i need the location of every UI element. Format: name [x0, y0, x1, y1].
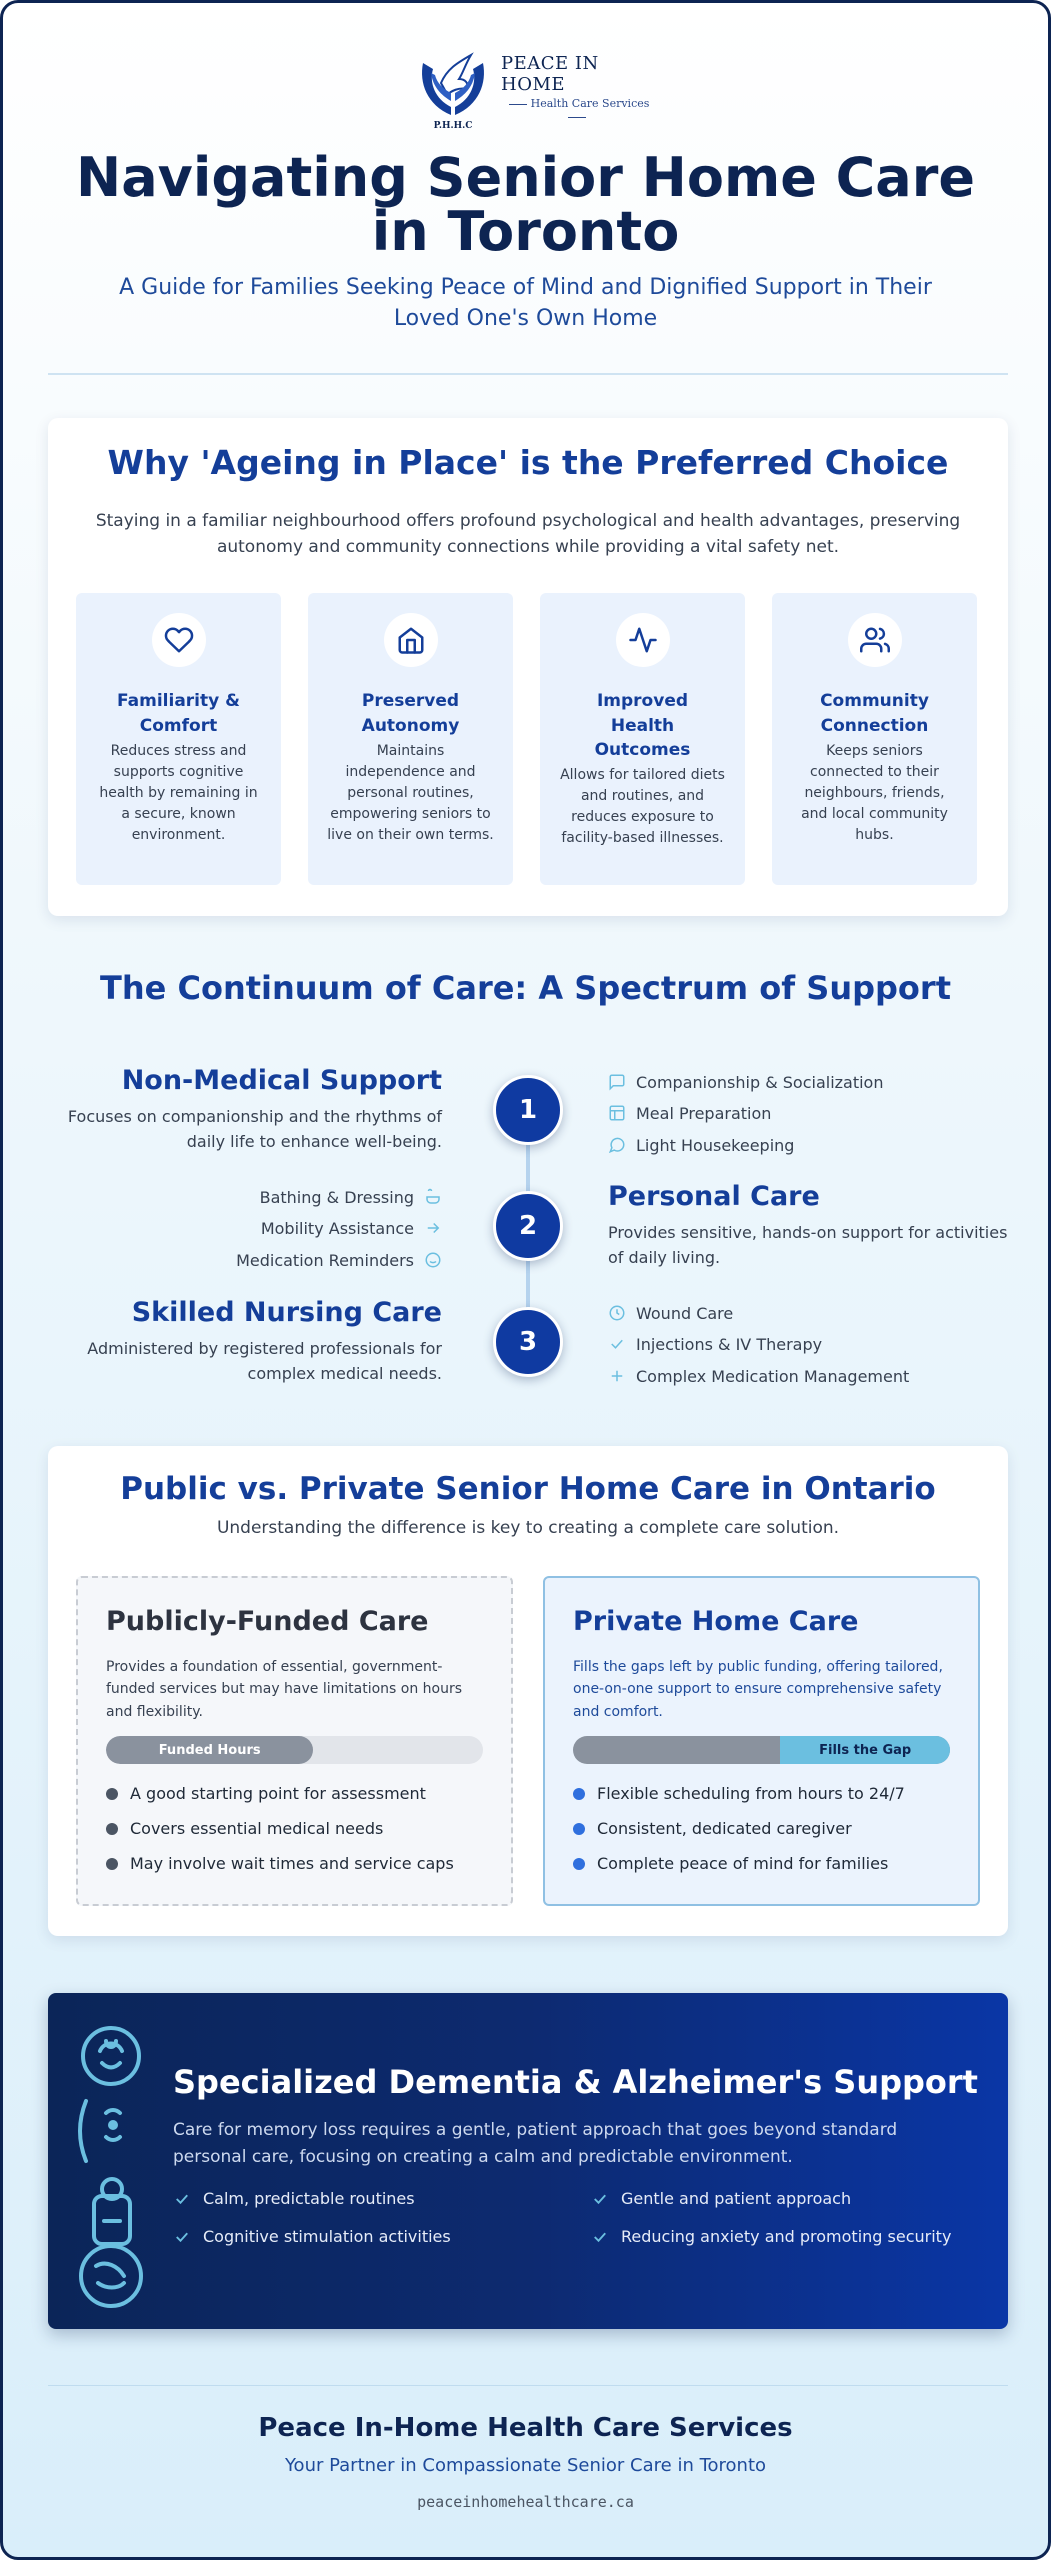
bullet-dot — [573, 1823, 585, 1835]
dementia-support-band — [48, 1993, 1008, 2329]
header-divider — [48, 373, 1008, 375]
heart-icon — [164, 625, 194, 655]
arrow-right-icon — [424, 1219, 442, 1237]
logo-hands-dove-icon — [413, 43, 493, 133]
public-bullet — [106, 1854, 454, 1873]
ageing-in-place-card — [48, 418, 1008, 916]
bullet-dot — [106, 1823, 118, 1835]
public-bullet — [106, 1784, 426, 1803]
step-1-badge: 1 — [493, 1075, 563, 1145]
brand-name: PEACE IN HOME — [501, 53, 599, 95]
check-icon — [591, 2190, 609, 2208]
comparison-subtitle: Understanding the difference is key to creating a complete care solution. — [216, 1518, 840, 1538]
dementia-point-text: Calm, predictable routines — [203, 2189, 415, 2208]
dementia-point — [591, 2227, 951, 2246]
private-gap-bar — [573, 1736, 950, 1764]
list-item — [608, 1365, 909, 1387]
bullet-dot — [106, 1788, 118, 1800]
footer-title: Peace In-Home Health Care Services — [258, 2413, 793, 2443]
public-care-box — [76, 1576, 513, 1906]
feature-title: Preserved Autonomy — [361, 691, 460, 736]
list-item-label: Meal Preparation — [636, 1103, 772, 1123]
public-bullet — [106, 1819, 383, 1838]
check-icon — [173, 2228, 191, 2246]
brand-tagline: Health Care Services — [501, 97, 653, 123]
feature-familiarity — [76, 593, 281, 885]
feature-text: Keeps seniors connected to their neighbours, friends, and local community hubs. — [801, 743, 948, 843]
pill-reminder-icon — [424, 1251, 442, 1269]
feature-health-outcomes — [540, 593, 745, 885]
bath-icon — [424, 1188, 442, 1206]
dementia-point — [591, 2189, 851, 2208]
public-bar-fill: Funded Hours — [106, 1736, 313, 1764]
dementia-point-text: Reducing anxiety and promoting security — [621, 2227, 952, 2246]
feature-community — [772, 593, 977, 885]
continuum-title: The Continuum of Care: A Spectrum of Support — [100, 969, 951, 1007]
list-item — [608, 1302, 733, 1324]
feature-title: Community Connection — [820, 691, 929, 736]
step-2-description: Provides sensitive, hands-on support for activities of daily living. — [608, 1223, 1008, 1267]
dementia-description: Care for memory loss requires a gentle, patient approach that goes beyond standard personal care, focusing on creating a calm and predictable environment. — [173, 2120, 898, 2168]
list-item — [608, 1102, 771, 1124]
list-item-label: Bathing & Dressing — [259, 1187, 414, 1207]
list-item-label: Light Housekeeping — [636, 1135, 795, 1155]
list-item-label: Companionship & Socialization — [636, 1072, 884, 1092]
page-title: Navigating Senior Home Care in Toronto — [76, 146, 975, 263]
bullet-dot — [573, 1788, 585, 1800]
step-3-badge: 3 — [493, 1307, 563, 1377]
dementia-title: Specialized Dementia & Alzheimer's Support — [173, 2063, 978, 2101]
step-1-description: Focuses on companionship and the rhythms of daily life to enhance well-being. — [67, 1107, 442, 1151]
list-item — [608, 1333, 822, 1355]
list-item-label: Mobility Assistance — [260, 1218, 414, 1238]
private-bullet — [573, 1784, 905, 1803]
message-circle-icon — [608, 1136, 626, 1154]
feature-text: Maintains independence and personal routines, empowering seniors to live on their own terms. — [327, 743, 494, 843]
public-care-description: Provides a foundation of essential, government-funded services but may have limitations on hours and flexibility. — [106, 1659, 463, 1720]
list-item — [260, 1186, 442, 1208]
step-3-heading: Skilled Nursing Care — [131, 1297, 442, 1328]
step-1-heading: Non-Medical Support — [121, 1065, 442, 1096]
feature-title: Familiarity & Comfort — [117, 691, 240, 736]
public-care-title: Publicly-Funded Care — [106, 1606, 429, 1637]
bullet-dot — [106, 1858, 118, 1870]
bullet-text: Consistent, dedicated caregiver — [597, 1819, 852, 1838]
feature-title: Improved Health Outcomes — [594, 691, 691, 761]
plus-icon — [608, 1367, 626, 1385]
bullet-text: Covers essential medical needs — [130, 1819, 384, 1838]
bullet-text: Complete peace of mind for families — [597, 1854, 889, 1873]
clock-icon — [608, 1304, 626, 1322]
list-item — [236, 1249, 442, 1271]
home-icon — [396, 625, 426, 655]
check-icon — [608, 1335, 626, 1353]
bullet-dot — [573, 1858, 585, 1870]
brand-logo — [413, 43, 653, 133]
users-icon — [860, 625, 890, 655]
list-item — [608, 1071, 883, 1093]
footer-website-link[interactable]: peaceinhomehealthcare.ca — [417, 2493, 634, 2511]
ageing-title: Why 'Ageing in Place' is the Preferred Choice — [107, 443, 949, 482]
list-item — [608, 1134, 794, 1156]
logo-initials: P.H.H.C — [433, 121, 473, 131]
check-icon — [173, 2190, 191, 2208]
brain-head-icon — [76, 2021, 146, 2311]
private-bullet — [573, 1854, 888, 1873]
bullet-text: May involve wait times and service caps — [130, 1854, 454, 1873]
chat-bubble-icon — [608, 1073, 626, 1091]
meal-tray-icon — [608, 1104, 626, 1122]
private-care-title: Private Home Care — [573, 1606, 859, 1637]
list-item-label: Wound Care — [636, 1303, 734, 1323]
public-vs-private-card — [48, 1446, 1008, 1936]
step-3-description: Administered by registered professionals for complex medical needs. — [87, 1339, 442, 1383]
feature-text: Allows for tailored diets and routines, and reduces exposure to facility-based illnesses. — [560, 767, 725, 846]
footer-divider — [48, 2385, 1008, 2386]
dementia-point-text: Gentle and patient approach — [621, 2189, 852, 2208]
bullet-text: Flexible scheduling from hours to 24/7 — [597, 1784, 905, 1803]
dementia-point — [173, 2227, 451, 2246]
step-2-badge: 2 — [493, 1191, 563, 1261]
dementia-point-text: Cognitive stimulation activities — [203, 2227, 451, 2246]
public-funded-bar — [106, 1736, 483, 1764]
bullet-text: A good starting point for assessment — [130, 1784, 426, 1803]
private-bullet — [573, 1819, 852, 1838]
feature-autonomy — [308, 593, 513, 885]
footer-subtitle: Your Partner in Compassionate Senior Care in Toronto — [284, 2455, 767, 2476]
list-item-label: Injections & IV Therapy — [636, 1334, 823, 1354]
feature-text: Reduces stress and supports cognitive health by remaining in a secure, known environment. — [99, 743, 258, 843]
step-2-heading: Personal Care — [608, 1181, 820, 1212]
activity-icon — [628, 625, 658, 655]
comparison-title: Public vs. Private Senior Home Care in Ontario — [120, 1471, 936, 1507]
private-bar-fill: Fills the Gap — [780, 1736, 950, 1764]
list-item — [261, 1217, 442, 1239]
private-care-description: Fills the gaps left by public funding, offering tailored, one-on-one support to ensure comprehensive safety and comfort. — [573, 1659, 943, 1720]
private-care-box — [543, 1576, 980, 1906]
check-icon — [591, 2228, 609, 2246]
dementia-point — [173, 2189, 415, 2208]
ageing-description: Staying in a familiar neighbourhood offers profound psychological and health advantages, preserving autonomy and community connections while providing a vital safety net. — [95, 511, 961, 558]
list-item-label: Complex Medication Management — [636, 1366, 910, 1386]
page-subtitle: A Guide for Families Seeking Peace of Mind and Dignified Support in Their Loved One's Own Home — [119, 275, 932, 331]
list-item-label: Medication Reminders — [236, 1250, 414, 1270]
